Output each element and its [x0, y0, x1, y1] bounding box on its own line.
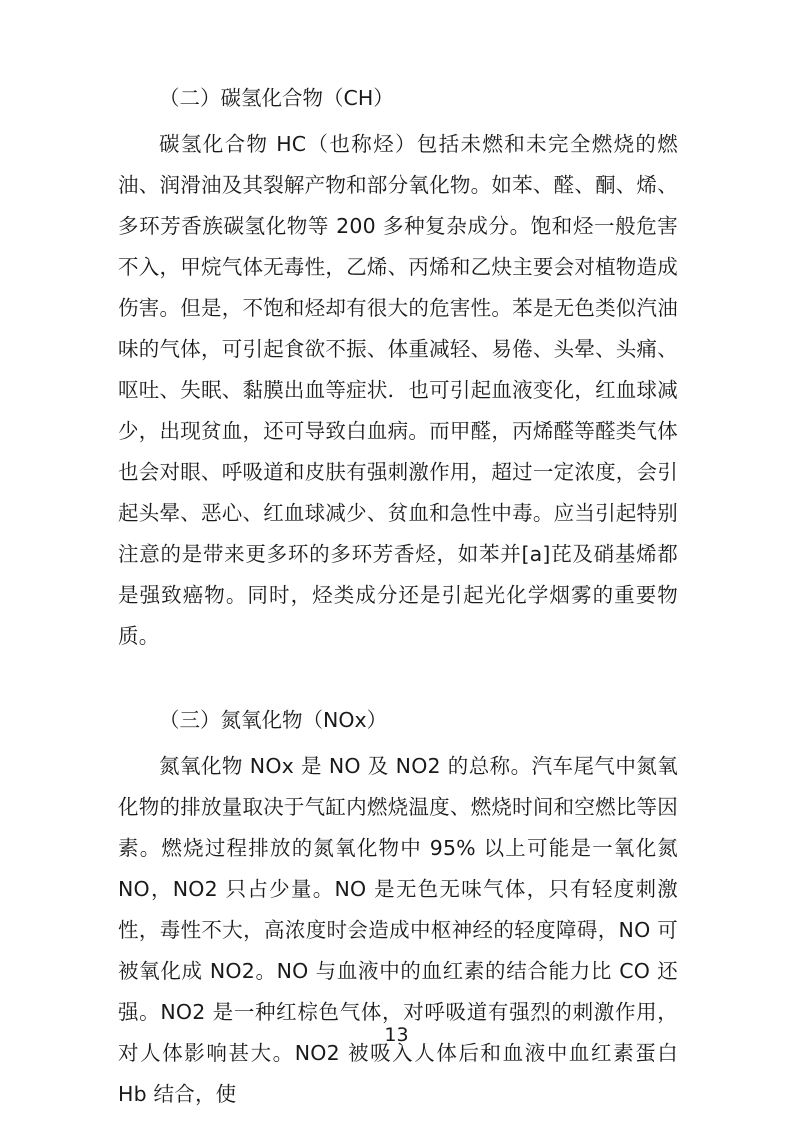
section-heading-nitrogen-oxides: （三）氮氧化物（NOx）	[159, 708, 388, 732]
section-heading-hydrocarbons: （二）碳氢化合物（CH）	[159, 86, 394, 110]
paragraph-hydrocarbons: 碳氢化合物 HC（也称烃）包括未燃和未完全燃烧的燃油、润滑油及其裂解产物和部分氧化物。如苯、醛、酮、烯、多环芳香族碳氢化物等 200 多种复杂成分。饱和烃一般危害不入，甲烷气体无毒性，乙烯、丙烯和乙炔主要会对植物造成伤害。但是，不饱和烃却有很大的危害性。苯是无色类似汽油味的气体，可引起食欲不振、体重减轻、易倦、头晕、头痛、呕吐、失眠、黏膜出血等症状．也可引起血液变化，红血球减少，出现贫血，还可导致白血病。而甲醛，丙烯醛等醛类气体也会对眼、呼吸道和皮肤有强刺激作用，超过一定浓度，会引起头晕、恶心、红血球减少、贫血和急性中毒。应当引起特别注意的是带来更多环的多环芳香烃，如苯并[a]芘及硝基烯都是强致癌物。同时，烃类成分还是引起光化学烟雾的重要物质。	[118, 132, 678, 648]
page-content	[118, 78, 678, 1115]
section-spacer	[118, 657, 678, 700]
page-number: 13	[384, 1024, 409, 1046]
paragraph-nitrogen-oxides: 氮氧化物 NOx 是 NO 及 NO2 的总称。汽车尾气中氮氧化物的排放量取决于气缸内燃烧温度、燃烧时间和空燃比等因素。燃烧过程排放的氮氧化物中 95% 以上可能是一氧化氮 NO，NO2 只占少量。NO 是无色无味气体，只有轻度刺激性，毒性不大，高浓度时会造成中枢神经的轻度障碍，NO 可被氧化成 NO2。NO 与血液中的血红素的结合能力比 CO 还强。NO2 是一种红棕色气体，对呼吸道有强烈的刺激作用，对人体影响甚大。NO2 被吸入人体后和血液中血红素蛋白 Hb 结合，使	[118, 754, 678, 1106]
